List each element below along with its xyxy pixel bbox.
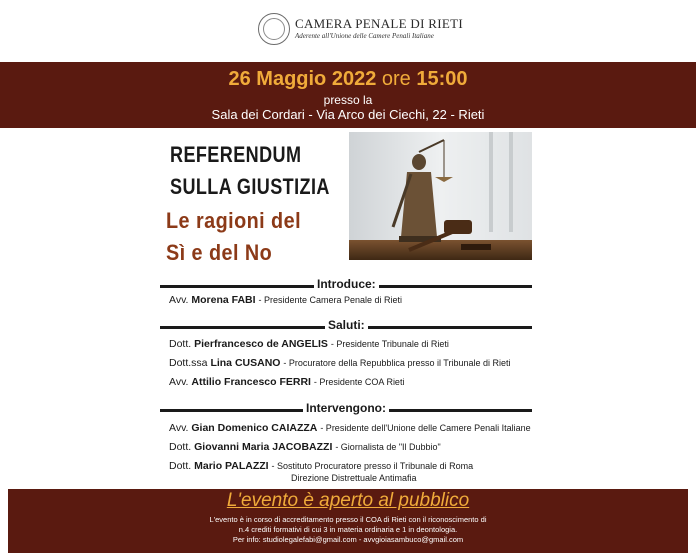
presso-label: presso la [323,93,373,107]
title-line-2: SULLA GIUSTIZIA [170,174,330,199]
person-title: Dott. [169,338,192,350]
event-time: 15:00 [416,68,468,90]
time-label: ore [381,68,411,90]
introduce-label: Introduce: [314,277,379,291]
person-title: Dott. [169,460,192,472]
org-name: CAMERA PENALE DI RIETI [295,16,464,31]
open-to-public: L'evento è aperto al pubblico [226,490,470,511]
person-name: Attilio Francesco FERRI [191,376,311,388]
saluti-row [169,376,404,388]
person-role: - Presidente COA Rieti [313,377,405,387]
person-title: Dott.ssa [169,357,208,369]
subtitle-line-2: Sì e del No [166,240,273,265]
person-title: Avv. [169,376,189,388]
person-role: - Procuratore della Repubblica presso il Tribunale di Rieti [283,358,511,368]
title-line-1: REFERENDUM [170,142,302,167]
accreditation-line-2: n.4 crediti formativi di cui 3 in materia ordinaria e 1 in deontologia. [238,525,458,534]
person-role: - Presidente Camera Penale di Rieti [258,295,403,305]
event-date: 26 Maggio 2022 [228,68,377,90]
camera-penale-logo [258,13,290,45]
person-title: Avv. [169,422,189,434]
person-name: Lina CUSANO [210,357,281,369]
person-name: Gian Domenico CAIAZZA [191,422,318,434]
intervengono-label: Intervengono: [303,401,389,415]
person-role: - Sostituto Procuratore presso il Tribunale di Roma [271,461,474,471]
person-role: - Giornalista de "Il Dubbio" [335,442,441,452]
contact-info: Per info: studiolegalefabi@gmail.com - avvgioiasambuco@gmail.com [232,535,464,544]
person-role: - Presidente Tribunale di Rieti [330,339,449,349]
person-role: - Presidente dell'Unione delle Camere Penali Italiane [320,423,531,433]
intervengono-row [169,460,473,472]
person-name: Morena FABI [191,294,256,306]
person-title: Avv. [169,294,189,306]
event-date-time [0,68,696,91]
intervengono-row [169,422,531,434]
intervengono-row [169,441,441,453]
person-name: Mario PALAZZI [194,460,269,472]
person-name: Pierfrancesco de ANGELIS [194,338,328,350]
introduce-row [169,294,402,306]
person-role-continuation: Direzione Distrettuale Antimafia [291,473,417,483]
saluti-row [169,357,511,369]
accreditation-line-1: L'evento è in corso di accreditamento presso il COA di Rieti con il riconoscimento di [209,515,487,524]
saluti-row [169,338,449,350]
event-venue: Sala dei Cordari - Via Arco dei Ciechi, 22 - Rieti [211,107,485,122]
org-subtitle: Aderente all'Unione delle Camere Penali Italiane [295,32,434,40]
person-name: Giovanni Maria JACOBAZZI [194,441,333,453]
subtitle-line-1: Le ragioni del [166,208,302,233]
person-title: Dott. [169,441,192,453]
saluti-label: Saluti: [325,318,368,332]
justice-statue-image [349,132,532,260]
